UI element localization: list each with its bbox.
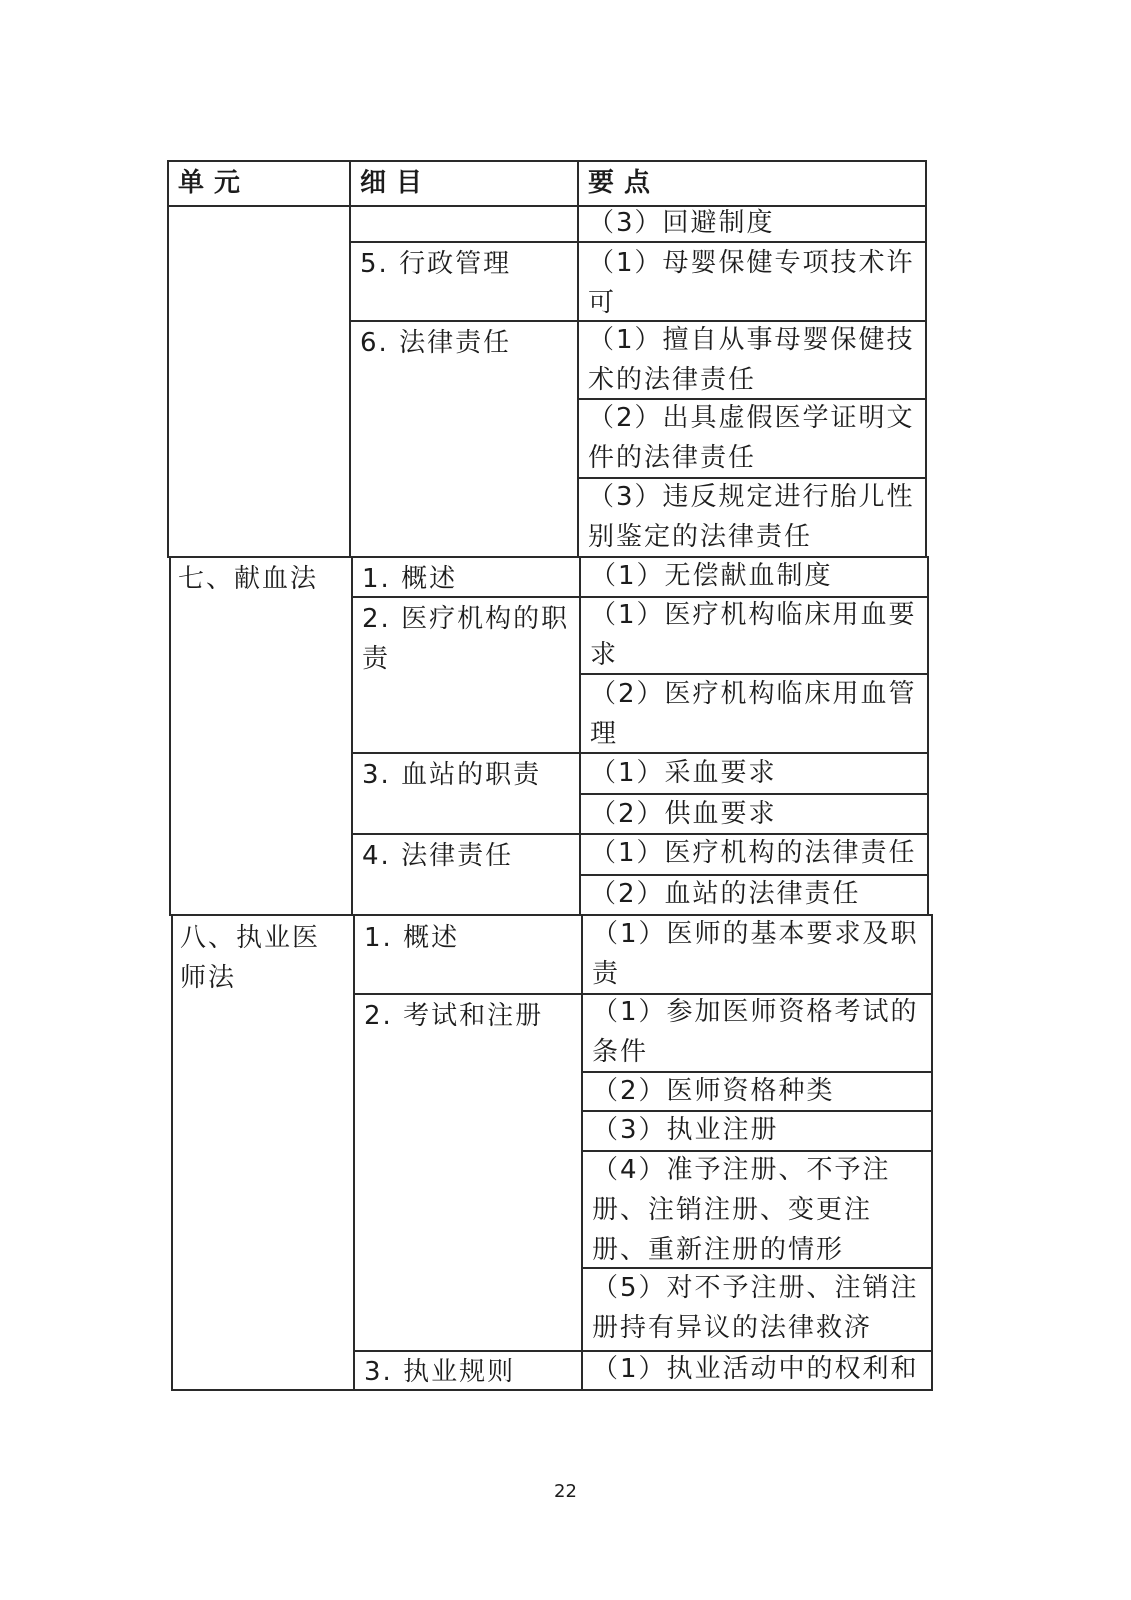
- point-cell: （1）参加医师资格考试的条件: [592, 997, 919, 1067]
- header-item: 细目: [360, 168, 433, 198]
- point-cell: （1）采血要求: [590, 758, 777, 788]
- table-rule: [171, 914, 173, 1391]
- point-cell: （3）违反规定进行胎儿性别鉴定的法律责任: [588, 482, 915, 552]
- table-rule: [167, 160, 169, 556]
- header-unit: 单元: [178, 168, 251, 198]
- point-cell: （2）供血要求: [590, 799, 777, 829]
- table-rule: [169, 556, 171, 914]
- point-cell: （1）擅自从事母婴保健技术的法律责任: [588, 325, 915, 395]
- table-rule: [581, 914, 583, 1391]
- point-cell: （4）准予注册、不予注册、注销注册、变更注册、重新注册的情形: [592, 1155, 891, 1265]
- page-number: 22: [554, 1481, 577, 1502]
- point-cell: （1）无偿献血制度: [590, 561, 833, 591]
- item-cell: 1. 概述: [364, 923, 460, 953]
- table-rule: [577, 160, 579, 556]
- item-cell: 2. 考试和注册: [364, 1001, 544, 1031]
- table-rule: [353, 914, 355, 1391]
- point-cell: （1）执业活动中的权利和: [592, 1354, 919, 1384]
- point-cell: （3）回避制度: [588, 208, 775, 238]
- table-rule: [579, 556, 581, 914]
- point-cell: （3）执业注册: [592, 1115, 779, 1145]
- unit-cell: 八、执业医师法: [180, 923, 321, 993]
- point-cell: （5）对不予注册、注销注册持有异议的法律救济: [592, 1273, 919, 1343]
- item-cell: 2. 医疗机构的职责: [362, 604, 570, 674]
- table-rule: [167, 160, 927, 162]
- table-rule: [349, 160, 351, 556]
- header-point: 要点: [588, 168, 661, 198]
- item-cell: 4. 法律责任: [362, 841, 514, 871]
- table-rule: [931, 914, 933, 1391]
- item-cell: 3. 执业规则: [364, 1357, 516, 1387]
- table-rule: [925, 160, 927, 556]
- point-cell: （1）医疗机构临床用血要求: [590, 600, 917, 670]
- unit-cell: 七、献血法: [178, 564, 319, 594]
- point-cell: （2）医疗机构临床用血管理: [590, 679, 917, 749]
- table-rule: [351, 556, 353, 914]
- point-cell: （1）医疗机构的法律责任: [590, 838, 917, 868]
- point-cell: （2）医师资格种类: [592, 1076, 835, 1106]
- item-cell: 3. 血站的职责: [362, 760, 542, 790]
- point-cell: （2）出具虚假医学证明文件的法律责任: [588, 403, 915, 473]
- item-cell: 1. 概述: [362, 564, 458, 594]
- table-rule: [927, 556, 929, 914]
- item-cell: 6. 法律责任: [360, 328, 512, 358]
- point-cell: （1）母婴保健专项技术许可: [588, 248, 915, 318]
- point-cell: （2）血站的法律责任: [590, 879, 861, 909]
- point-cell: （1）医师的基本要求及职责: [592, 919, 919, 989]
- item-cell: 5. 行政管理: [360, 249, 512, 279]
